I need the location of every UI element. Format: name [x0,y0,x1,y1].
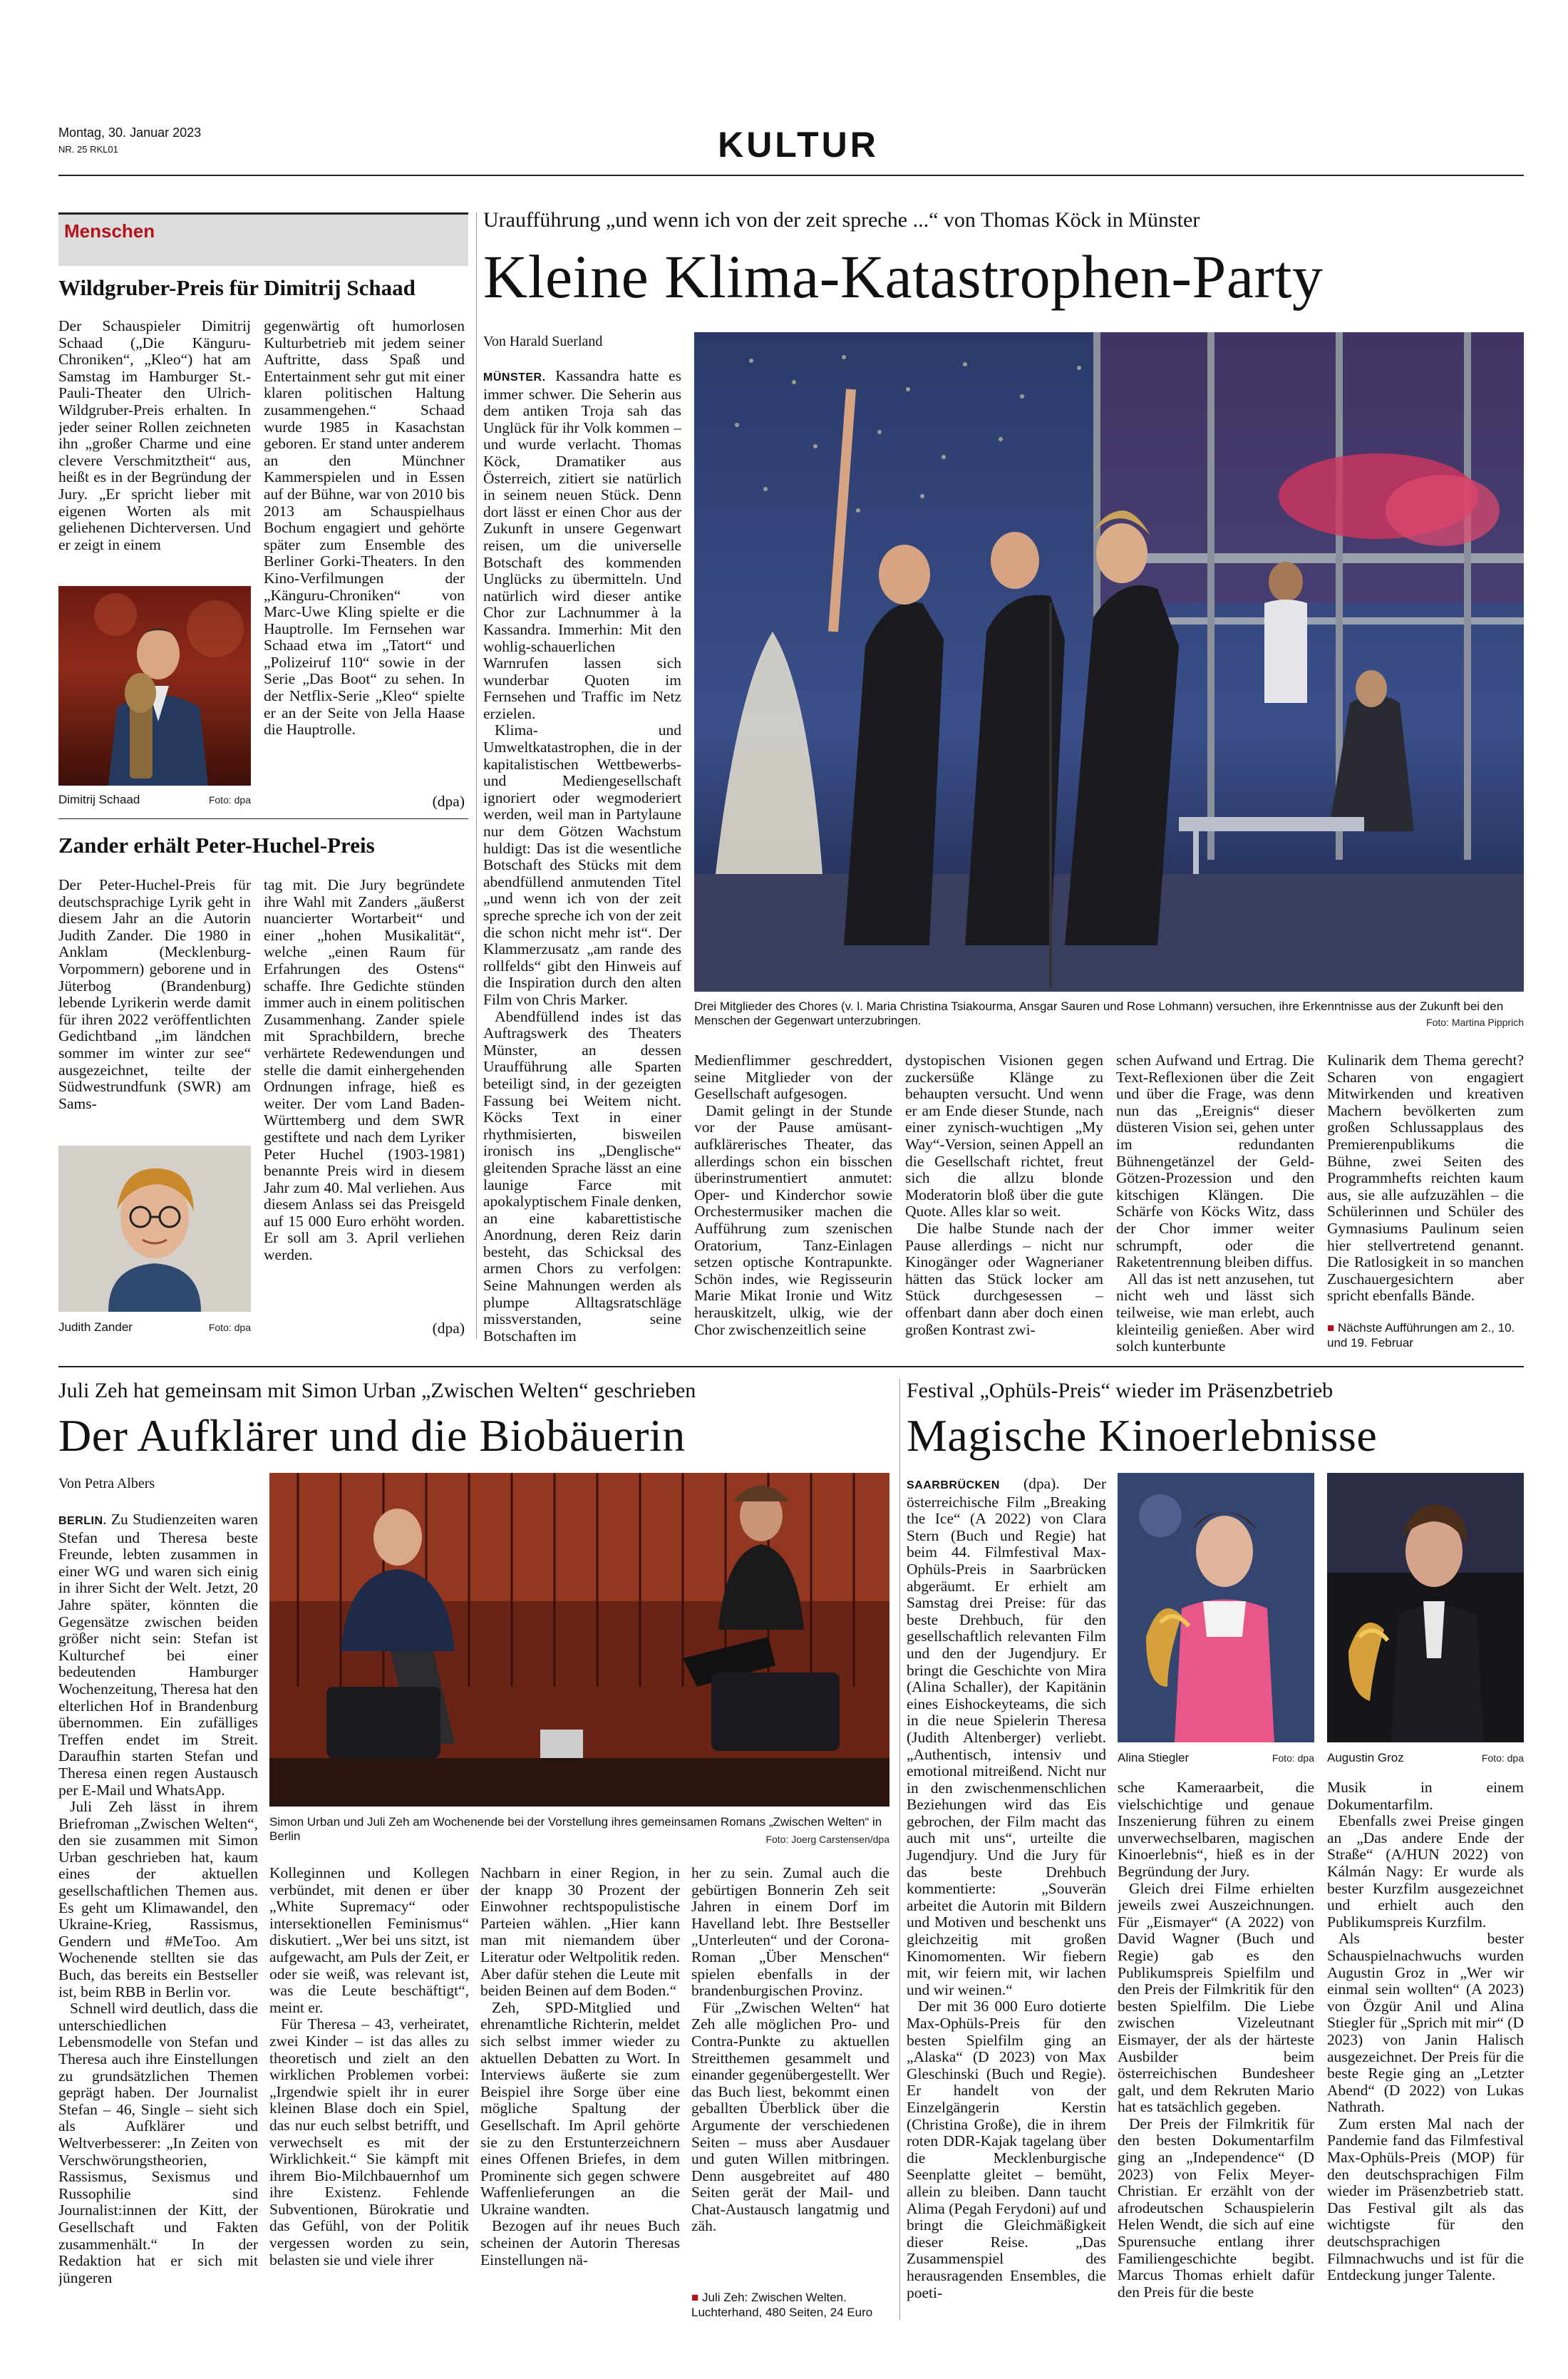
lead-col3: dystopischen Visionen gegen zuckersüße Klänge zu behaupten versucht. Und wenn er am Ende dieser Stunde, nach einer zynisch-wuchtigen „My Way“-Version, seinen Appell an die Gesellschaft richtet, freut sich die allzu blonde Moderatorin bloß über die gute Quote. Alles klar so weit. Die halbe Stunde nach der Pause allerdings – nicht nur Kinogänger oder Wagnerianer hätten das Stück locker am Stück durchgesessen – offenbart dann aber doch einen großen Kontrast zwi- [905,1052,1103,1338]
photo-caption-stiegler: Alina Stiegler [1118,1751,1190,1764]
column-divider-vertical [476,212,477,1339]
stage-scene-illustration [694,332,1524,992]
ophuels-col1: SAARBRÜCKEN (dpa). Der österreichische Film „Breaking the Ice“ (A 2022) von Clara Stern (Buch und Regie) hat beim 44. Filmfestival Max-Ophüls-Preis in Saarbrücken abgeräumt. Er erhielt am Samstag drei Preise: für das beste Drehbuch, für den gesellschaftlich relevanten Film und den der Jugendjury. Er bringt die Geschichte von Mira (Alina Schaller), der Kapitänin eines Eishockeyteams, die sich in die neue Spielerin Theresa (Judith Altenberger) verliebt. „Authentisch, intensiv und emotional mitreißend. Nicht nur in den zwischenmenschlichen Beziehungen wird das Eis gebrochen, der Film macht das auch mit uns“, urteilte die Jugendjury. Und die Jury für das beste Drehbuch kommentierte: „Souverän arbeitet die Autorin mit Bildern und Motiven und beschenkt uns gleichzeitig mit großen Kinomomenten. Wir fiebern mit, wir feiern mit, wir lachen und wir weinen.“ Der mit 36 000 Euro dotierte Max-Ophüls-Preis für den besten Spielfilm ging an „Alaska“ (D 2023) von Max Gleschinski (Buch und Regie). Er handelt von der Einzelgängerin Kerstin (Christina Große), die in ihrem roten DDR-Kajak tagelang über die Mecklenburgische Seenplatte gleitet – bemüht, allein zu bleiben. Dann taucht Alima (Pegah Ferydoni) auf und bringt die Gleichmäßigkeit dieser Reise. „Das Zusammenspiel des herausragenden Ensembles, die poeti- [907,1476,1106,2301]
zeh-headline: Der Aufklärer und die Biobäuerin [58,1410,686,1461]
wildgruber-col2: gegenwärtig oft humorlosen Kulturbetrieb mit jedem seiner Auftritte, dass Spaß und Entertainment sehr gut mit einer klaren politischen Haltung zusammengehen.“ Schaad wurde 1985 in Kasachstan geboren. Er stand unter anderem an den Münchner Kammerspielen und in Essen auf der Bühne, war von 2010 bis 2013 am Schauspielhaus Bochum engagiert und gehörte später zum Ensemble des Berliner Gorki-Theaters. In den Kino-Verfilmungen der „Känguru-Chroniken“ von Marc-Uwe Kling spielte er die Hauptrolle. Im Fernsehen war Schaad etwa im „Tatort“ und „Polizeiruf 110“ sowie in der Serie „Das Boot“ zu sehen. In der Netflix-Serie „Kleo“ spielte er an der Seite von Jella Haase die Hauptrolle. [264,318,465,739]
lead-dateline: MÜNSTER. [483,371,546,384]
masthead-rule [58,175,1524,176]
reading-event-illustration [269,1473,889,1807]
wildgruber-col1: Der Schauspieler Dimitrij Schaad („Die Känguru-Chroniken“, „Kleo“) hat am Samstag im Hamburger St.-Pauli-Theater den Ulrich-Wildgruber-Preis erhalten. In jeder seiner Rollen zeichneten ihn „großer Charme und eine clevere Verschmitztheit“ aus, heißt es in der Begründung der Jury. „Er spricht lieber mit eigenen Worten als mit geliehenen Dichterversen. Und er zeigt in einem [58,318,251,553]
lead-col1: MÜNSTER. Kassandra hatte es immer schwer. Die Seherin aus dem antiken Troja sah das Unglück für ihr Volk kommen – und wurde verlacht. Thomas Köck, Dramatiker aus Österreich, zitiert sie natürlich in seinem neuen Stück. Denn dort lässt er einen Chor aus der Zukunft in unsere Gegenwart reisen, um die universelle Botschaft des kommenden Unglücks zu übermitteln. Und natürlich wird dieser antike Chor zur Lachnummer à la Kassandra. Immerhin: Mit den wohlig-schauerlichen Warnrufen lassen sich wunderbar Quoten im Fernsehen und Traffic im Netz erzielen. Klima- und Umweltkatastrophen, die in der kapitalistischen Wettbewerbs- und Mediengesellschaft ignoriert oder wegmoderiert werden, weil man in Partylaune nur dem Götzen Wachstum huldigt: Das ist die wesentliche Botschaft des Stücks mit dem abendfüllend anmutenden Titel „und wenn ich von der zeit spreche spreche ich von der zeit die schon nicht mehr ist“. Der Klammerzusatz „am rande des rollfelds“ gibt den Hinweis auf die Inspiration durch den alten Film von Chris Marker. Abendfüllend indes ist das Auftragswerk des Theaters Münster, an dessen Uraufführung alle Sparten beteiligt sind, in der gezeigten Fassung bei Weitem nicht. Köcks Text in einer rhythmisierten, bisweilen ironisch ins „Denglische“ gleitenden Sprache lässt an eine launige Farce mit apokalyptischem Finale denken, an eine kabarettistische Anordnung, deren Reiz darin besteht, das Schicksal des armen Chors zu verfolgen: Seine Mahnungen werden als plumpe Alltagsratschläge missverstanden, seine Botschaften im [483,368,681,1345]
portrait-stiegler-illustration [1118,1473,1314,1742]
zeh-kicker: Juli Zeh hat gemeinsam mit Simon Urban „Zwischen Welten“ geschrieben [58,1379,696,1402]
photo-caption-groz: Augustin Groz [1327,1751,1404,1764]
portrait-woman-illustration [58,1146,251,1312]
wildgruber-agency: (dpa) [432,793,465,810]
edition-code: NR. 25 RKL01 [58,144,118,155]
photo-caption-zander: Judith Zander [58,1320,133,1334]
lead-headline: Kleine Klima-Katastrophen-Party [483,242,1324,311]
zeh-photo-credit: Foto: Joerg Carstensen/dpa [765,1834,889,1845]
lead-photo-credit: Foto: Martina Pipprich [1426,1017,1524,1028]
ophuels-col2: sche Kameraarbeit, die vielschichtige und genaue Inszenierung führen zu einem unverwechselbaren, magischen Kinoerlebnis“, hieß es in der Begründung der Jury. Gleich drei Filme erhielten jeweils zwei Auszeichnungen. Für „Eismayer“ (A 2022) von David Wagner (Buch und Regie) gab es den Publikumspreis Spielfilm und den Preis der Filmkritik für den besten Spielfilm. Die Liebe zwischen Vizeleutnant Eismayer, der als der härteste Ausbilder beim österreichischen Bundesheer galt, und dem Rekruten Mario hat es tatsächlich gegeben. Der Preis der Filmkritik für den besten Dokumentarfilm ging an „Independence“ (D 2023) von Felix Meyer-Christian. Er erzählt von der afrodeutschen Schauspielerin Helen Wendt, die sich auf eine Spurensuche entlang ihrer Familiengeschichte begibt. Marcus Thomas erhielt dafür den Preis für die beste [1118,1779,1314,2301]
photo-theatre-chorus [694,332,1524,992]
menschen-rubric: Menschen [64,220,155,242]
article-title-zander: Zander erhält Peter-Huchel-Preis [58,833,375,858]
photo-credit-schaad: Foto: dpa [208,794,251,806]
issue-date: Montag, 30. Januar 2023 [58,125,202,140]
portrait-man-illustration [58,586,251,786]
menschen-rubric-bar [58,212,468,266]
ophuels-headline: Magische Kinoerlebnisse [907,1410,1378,1461]
lead-col2: Medienflimmer geschreddert, seine Mitglieder von der Gesellschaft aufgesogen. Damit gelingt in der Stunde vor der Pause amüsant-aufklärerisches Theater, das allerdings schon ein bisschen überinstrumentiert anmutet: Oper- und Kinderchor sowie Orchestermusiker machen die Aufführung zum szenischen Oratorium, Tanz-Einlagen setzen optische Kontrapunkte. Schön indes, wie Regisseurin Marie Mikat Ironie und Witz herauskitzelt, ulkig, wie der Chor zwischenzeitlich seine [694,1052,892,1338]
photo-judith-zander [58,1146,251,1312]
lead-col5: Kulinarik dem Thema gerecht? Scharen von engagiert Mitwirkenden und kreativen Machern bevölkerten zum großen Schlussapplaus des Premierenpublikums die Bühne, zwei Seiten des Programmhefts reichten kaum aus, sie alle aufzuzählen – die Schülerinnen und Schüler des Gymnasiums Paulinum seien hier stellvertretend genannt. Die Ratlosigkeit in so manchen Zuschauergesichtern aber spricht ebenfalls Bände. [1327,1052,1524,1305]
photo-alina-stiegler [1118,1473,1314,1742]
lead-dates-note: ■ Nächste Aufführungen am 2., 10. und 19. Februar [1327,1321,1515,1350]
zeh-col2: Kolleginnen und Kollegen verbündet, mit denen er über „White Supremacy“ oder intersektionellen Feminismus“ diskutiert. „Wer bei uns sitzt, ist aufgewacht, am Puls der Zeit, er oder sie weiß, was relevant ist, was die Leute beschäftigt“, meint er. Für Theresa – 43, verheiratet, zwei Kinder – ist das alles zu theoretisch und zielt an den wirklichen Problemen vorbei: „Irgendwie spielt ihr in eurer kleinen Blase doch ein Spiel, das nur euch selbst betrifft, und verwechselt es mit der Wirklichkeit.“ Sie kämpft mit ihrem Bio-Milchbauernhof um ihre Existenz. Fehlende Subventionen, Bürokratie und das Gefühl, von der Politik vergessen worden zu sein, belasten sie und viele ihrer [269,1865,469,2268]
square-bullet-icon: ■ [691,2291,699,2304]
ophuels-dateline: SAARBRÜCKEN [907,1479,1000,1491]
section-title: KULTUR [718,125,879,165]
lead-col4: schen Aufwand und Ertrag. Die Text-Reflexionen über die Zeit und über die Frage, was denn nun das „Ereignis“ dieser düsteren Vision sei, gehen unter im redundanten Bühnengetänzel der Geld-Götzen-Prozession und den kitschigen Klängen. Die Schärfe von Köcks Witz, dass der Chor immer weiter schrumpft, oder die Raketentrennung bleiben diffus. All das ist nett anzusehen, tut nicht weh und lässt sich teilweise, wie man erlebt, auch kleinteilig genießen. Aber wird solch kunterbunte [1116,1052,1314,1355]
zeh-dateline: BERLIN. [58,1515,107,1527]
zeh-book-note: ■ Juli Zeh: Zwischen Welten. Luchterhand, 480 Seiten, 24 Euro [691,2291,873,2319]
zeh-photo-caption: Simon Urban und Juli Zeh am Wochenende bei der Vorstellung ihres gemeinsamen Romans „Zwischen Welten“ in Berlin [269,1815,882,1843]
lead-photo-caption: Drei Mitglieder des Chores (v. l. Maria Christina Tsiakourma, Ansgar Sauren und Rose Lohmann) versuchen, ihre Erkenntnisse aus der Zukunft bei den Menschen der Gegenwart unterzubringen. [694,1000,1504,1027]
photo-augustin-groz [1327,1473,1524,1742]
zander-col2: tag mit. Die Jury begründete ihre Wahl mit Zanders „äußerst nuancierter Wortarbeit“ und einer „hohen Musikalität“, welche „einen Raum für Erfahrungen des Ostens“ schaffe. Ihre Gedichte stünden immer auch in einem politischen Zusammenhang. Zander spiele mit Sprachbildern, breche verhärtete Redewendungen und stelle die damit einhergehenden Ordnungen infrage, hieß es weiter. Der vom Land Baden-Württemberg und dem SWR gestiftete und nach dem Lyriker Peter Huchel (1903-1981) benannte Preis wird in diesem Jahr zum 40. Mal verliehen. Aus diesem Anlass sei das Preisgeld auf 15 000 Euro erhöht worden. Er soll am 3. April verliehen werden. [264,877,465,1264]
photo-dimitrij-schaad [58,586,251,786]
zeh-col4: her zu sein. Zumal auch die gebürtigen Bonnerin Zeh seit Jahren in einem Dorf im Havelland lebt. Ihre Bestseller „Unterleuten“ und der Corona-Roman „Über Menschen“ spielen ebenfalls in der brandenburgischen Provinz. Für „Zwischen Welten“ hat Zeh alle möglichen Pro- und Contra-Punkte zu aktuellen Streitthemen gesammelt und einander gegenübergestellt. Wer das Buch liest, bekommt einen geballten Überblick über die Argumente der verschiedenen Seiten – muss aber Ausdauer und guten Willen mitbringen. Denn ausgebreitet auf 480 Seiten gerät der Mail- und Chat-Austausch langatmig und zäh. [691,1865,889,2235]
photo-caption-schaad: Dimitrij Schaad [58,793,140,806]
photo-credit-zander: Foto: dpa [208,1322,251,1333]
ophuels-col3: Musik in einem Dokumentarfilm. Ebenfalls zwei Preise gingen an „Das andere Ende der Straße“ (A/HUN 2022) von Kálmán Nagy: Er wurde als bester Kurzfilm ausgezeichnet und erhielt auch den Publikumspreis Kurzfilm. Als bester Schauspielnachwuchs wurden Augustin Groz in „Wer wir einmal sein wollten“ (A 2023) von Özgür Anil und Alina Stiegler für „Sprich mit mir“ (D 2023) von Janin Halisch ausgezeichnet. Der Preis für die beste Regie ging an „Letzter Abend“ (D 2022) von Lukas Nathrath. Zum ersten Mal nach der Pandemie fand das Filmfestival Max-Ophüls-Preis (MOP) für den deutschsprachigen Film wieder im Präsenzbetrieb statt. Das Festival gilt als das wichtigste für den deutschsprachigen Filmnachwuchs und ist für die Entdeckung junger Talente. [1327,1779,1524,2284]
column-divider-vertical-2 [899,1379,900,2320]
portrait-groz-illustration [1327,1473,1524,1742]
zander-agency: (dpa) [432,1320,465,1337]
menschen-divider [58,818,468,819]
square-bullet-icon: ■ [1327,1321,1335,1335]
photo-credit-stiegler: Foto: dpa [1272,1752,1314,1764]
photo-zeh-urban [269,1473,889,1807]
photo-credit-groz: Foto: dpa [1481,1752,1524,1764]
lead-kicker: Uraufführung „und wenn ich von der zeit spreche ...“ von Thomas Köck in Münster [483,208,1200,232]
lead-author: Von Harald Suerland [483,334,603,349]
zeh-col1: BERLIN. Zu Studienzeiten waren Stefan und Theresa beste Freunde, lebten zusammen in einer WG und waren sich einig in ihrer Sicht der Welt. Jetzt, 20 Jahre später, könnten die Gegensätze zwischen beiden größer nicht sein: Stefan ist Kulturchef bei einer bedeutenden Hamburger Wochenzeitung, Theresa hat den elterlichen Hof in Brandenburg übernommen. Ein zufälliges Treffen endet im Streit. Daraufhin starten Stefan und Theresa einen regen Austausch per E-Mail und WhatsApp. Juli Zeh lässt in ihrem Briefroman „Zwischen Welten“, den sie zusammen mit Simon Urban geschrieben hat, kaum eines der aktuellen gesellschaftlichen Themen aus. Es geht um Klimawandel, den Ukraine-Krieg, Rassismus, Gendern und #MeToo. Am Wochenende stellten sie das Buch, das bereits ein Bestseller ist, beim RBB in Berlin vor. Schnell wird deutlich, dass die unterschiedlichen Lebensmodelle von Stefan und Theresa auch ihre Einstellungen zu grundsätzlichen Themen geprägt haben. Der Journalist Stefan – 46, Single – sieht sich als Aufklärer und Weltverbesserer: „In Zeiten von Verschwörungstheorien, Rassismus, Sexismus und Russophilie sind Journalist:innen der Kitt, der Gesellschaft und Fakten zusammenhält.“ In der Redaktion hat er sich mit jüngeren [58,1511,258,2286]
zeh-author: Von Petra Albers [58,1476,155,1491]
zeh-col3: Nachbarn in einer Region, in der knapp 30 Prozent der Einwohner rechtspopulistische Parteien wählen. „Hier kann man mit niemandem über Literatur oder Weltpolitik reden. Aber dafür stehen die Leute mit beiden Beinen auf dem Boden.“ Zeh, SPD-Mitglied und ehrenamtliche Richterin, meldet sich selbst immer wieder zu aktuellen Debatten zu Wort. In Interviews äußerte sie zum Beispiel ihre Sorge über eine mögliche Spaltung der Gesellschaft. Im April gehörte sie zu den Erstunterzeichnern eines Offenen Briefes, in dem Prominente sich gegen schwere Waffenlieferungen an die Ukraine wandten. Bezogen auf ihr neues Buch scheinen der Autorin Theresas Einstellungen nä- [480,1865,680,2268]
ophuels-kicker: Festival „Ophüls-Preis“ wieder im Präsenzbetrieb [907,1379,1334,1402]
section-rule-middle [58,1366,1524,1367]
zander-col1: Der Peter-Huchel-Preis für deutschsprachige Lyrik geht in diesem Jahr an die Autorin Judith Zander. Die 1980 in Anklam (Mecklenburg-Vorpommern) geborene und in Jüterbog (Brandenburg) lebende Lyrikerin werde damit für ihren 2022 veröffentlichten Gedichtband „im ländchen sommer im winter zur see“ ausgezeichnet, teilte der Südwestrundfunk (SWR) am Sams- [58,877,251,1112]
article-title-wildgruber: Wildgruber-Preis für Dimitrij Schaad [58,275,416,300]
